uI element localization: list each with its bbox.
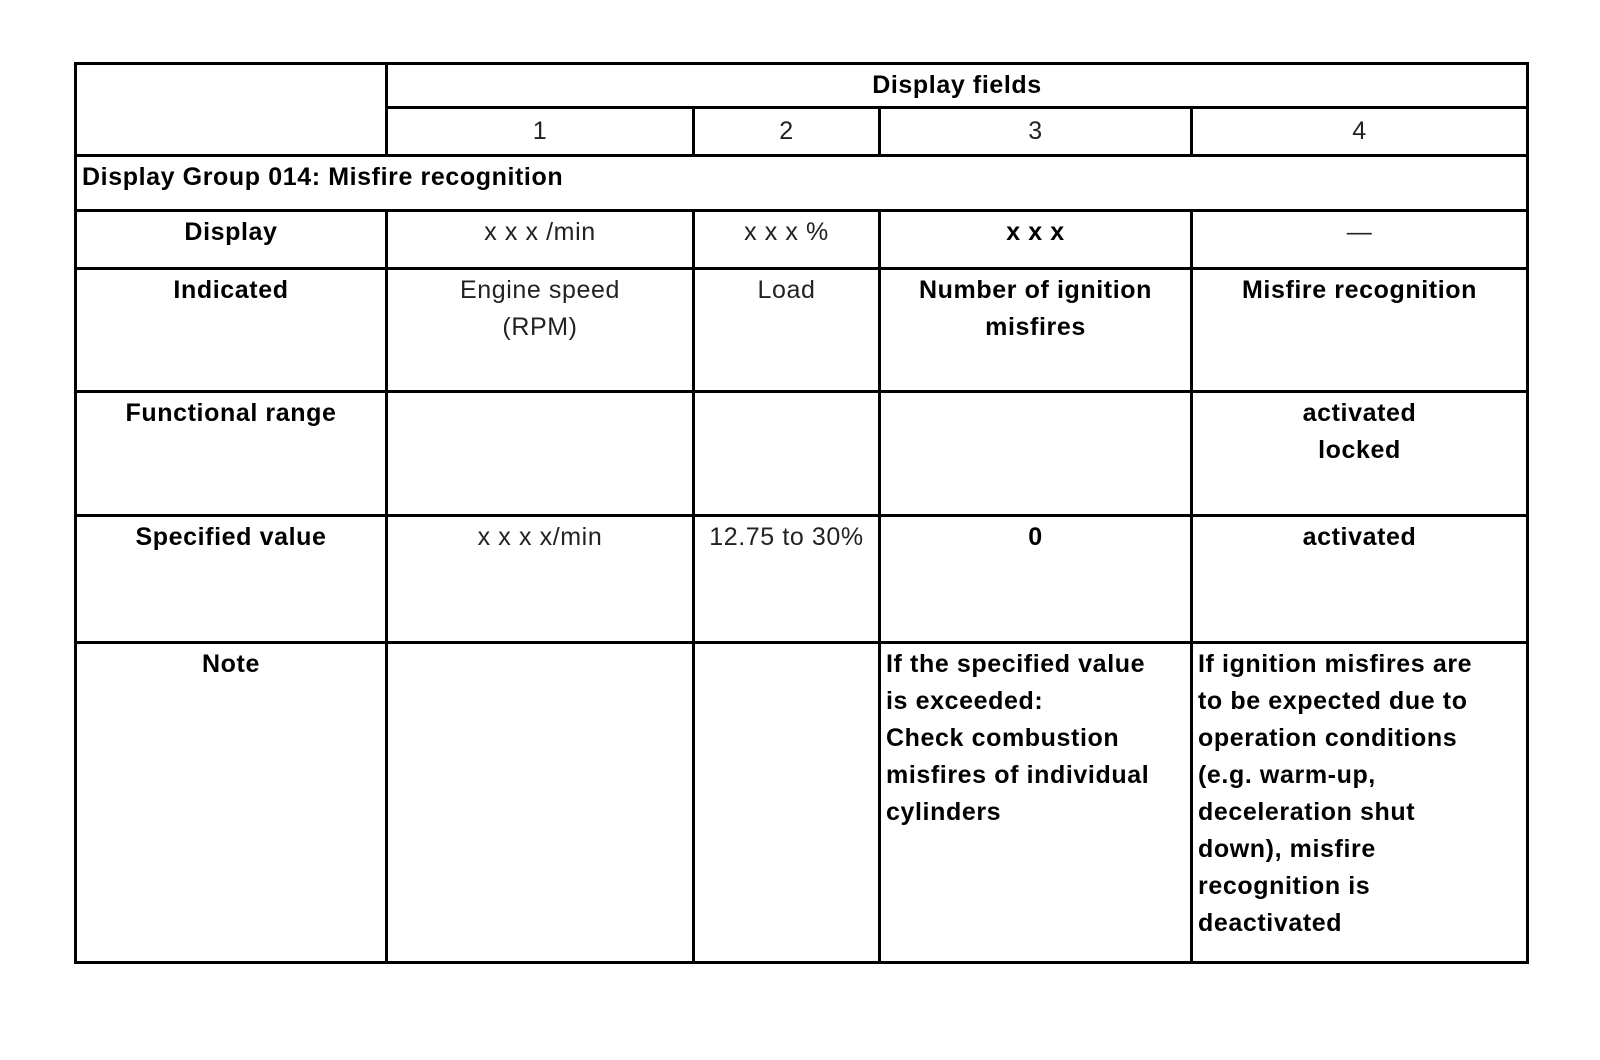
row-label-functional-range: Functional range	[76, 392, 387, 516]
display-group-table	[74, 62, 1529, 964]
table-row-indicated	[76, 269, 1528, 392]
table-row-functional-range	[76, 392, 1528, 516]
table-row-specified-value	[76, 516, 1528, 643]
functional-range-value-1	[387, 392, 694, 516]
row-label-indicated: Indicated	[76, 269, 387, 392]
field-number-1: 1	[387, 108, 694, 156]
specified-value-4: activated	[1192, 516, 1528, 643]
row-label-note: Note	[76, 643, 387, 963]
specified-value-3: 0	[880, 516, 1192, 643]
row-label-display: Display	[76, 211, 387, 269]
indicated-value-2: Load	[694, 269, 880, 392]
indicated-value-3: Number of ignition misfires	[880, 269, 1192, 392]
display-value-2: x x x %	[694, 211, 880, 269]
display-fields-header: Display fields	[387, 64, 1528, 108]
functional-range-value-2	[694, 392, 880, 516]
note-value-4: If ignition misfires are to be expected due to operation conditions (e.g. warm-up, deceleration shut down), misfire recognition is deactivated	[1192, 643, 1528, 963]
display-value-3: x x x	[880, 211, 1192, 269]
field-number-3: 3	[880, 108, 1192, 156]
note-value-2	[694, 643, 880, 963]
indicated-value-1: Engine speed (RPM)	[387, 269, 694, 392]
functional-range-value-3	[880, 392, 1192, 516]
specified-value-1: x x x x/min	[387, 516, 694, 643]
display-value-4: —	[1192, 211, 1528, 269]
note-value-3: If the specified value is exceeded: Check combustion misfires of individual cylinders	[880, 643, 1192, 963]
group-title-row	[76, 156, 1528, 211]
header-row-display-fields	[76, 64, 1528, 108]
group-title: Display Group 014: Misfire recognition	[76, 156, 1528, 211]
display-value-1: x x x /min	[387, 211, 694, 269]
table-row-display	[76, 211, 1528, 269]
indicated-value-4: Misfire recognition	[1192, 269, 1528, 392]
note-value-1	[387, 643, 694, 963]
specified-value-2: 12.75 to 30%	[694, 516, 880, 643]
row-label-specified-value: Specified value	[76, 516, 387, 643]
field-number-4: 4	[1192, 108, 1528, 156]
functional-range-value-4: activated locked	[1192, 392, 1528, 516]
table-row-note	[76, 643, 1528, 963]
header-corner-cell	[76, 64, 387, 156]
field-number-2: 2	[694, 108, 880, 156]
